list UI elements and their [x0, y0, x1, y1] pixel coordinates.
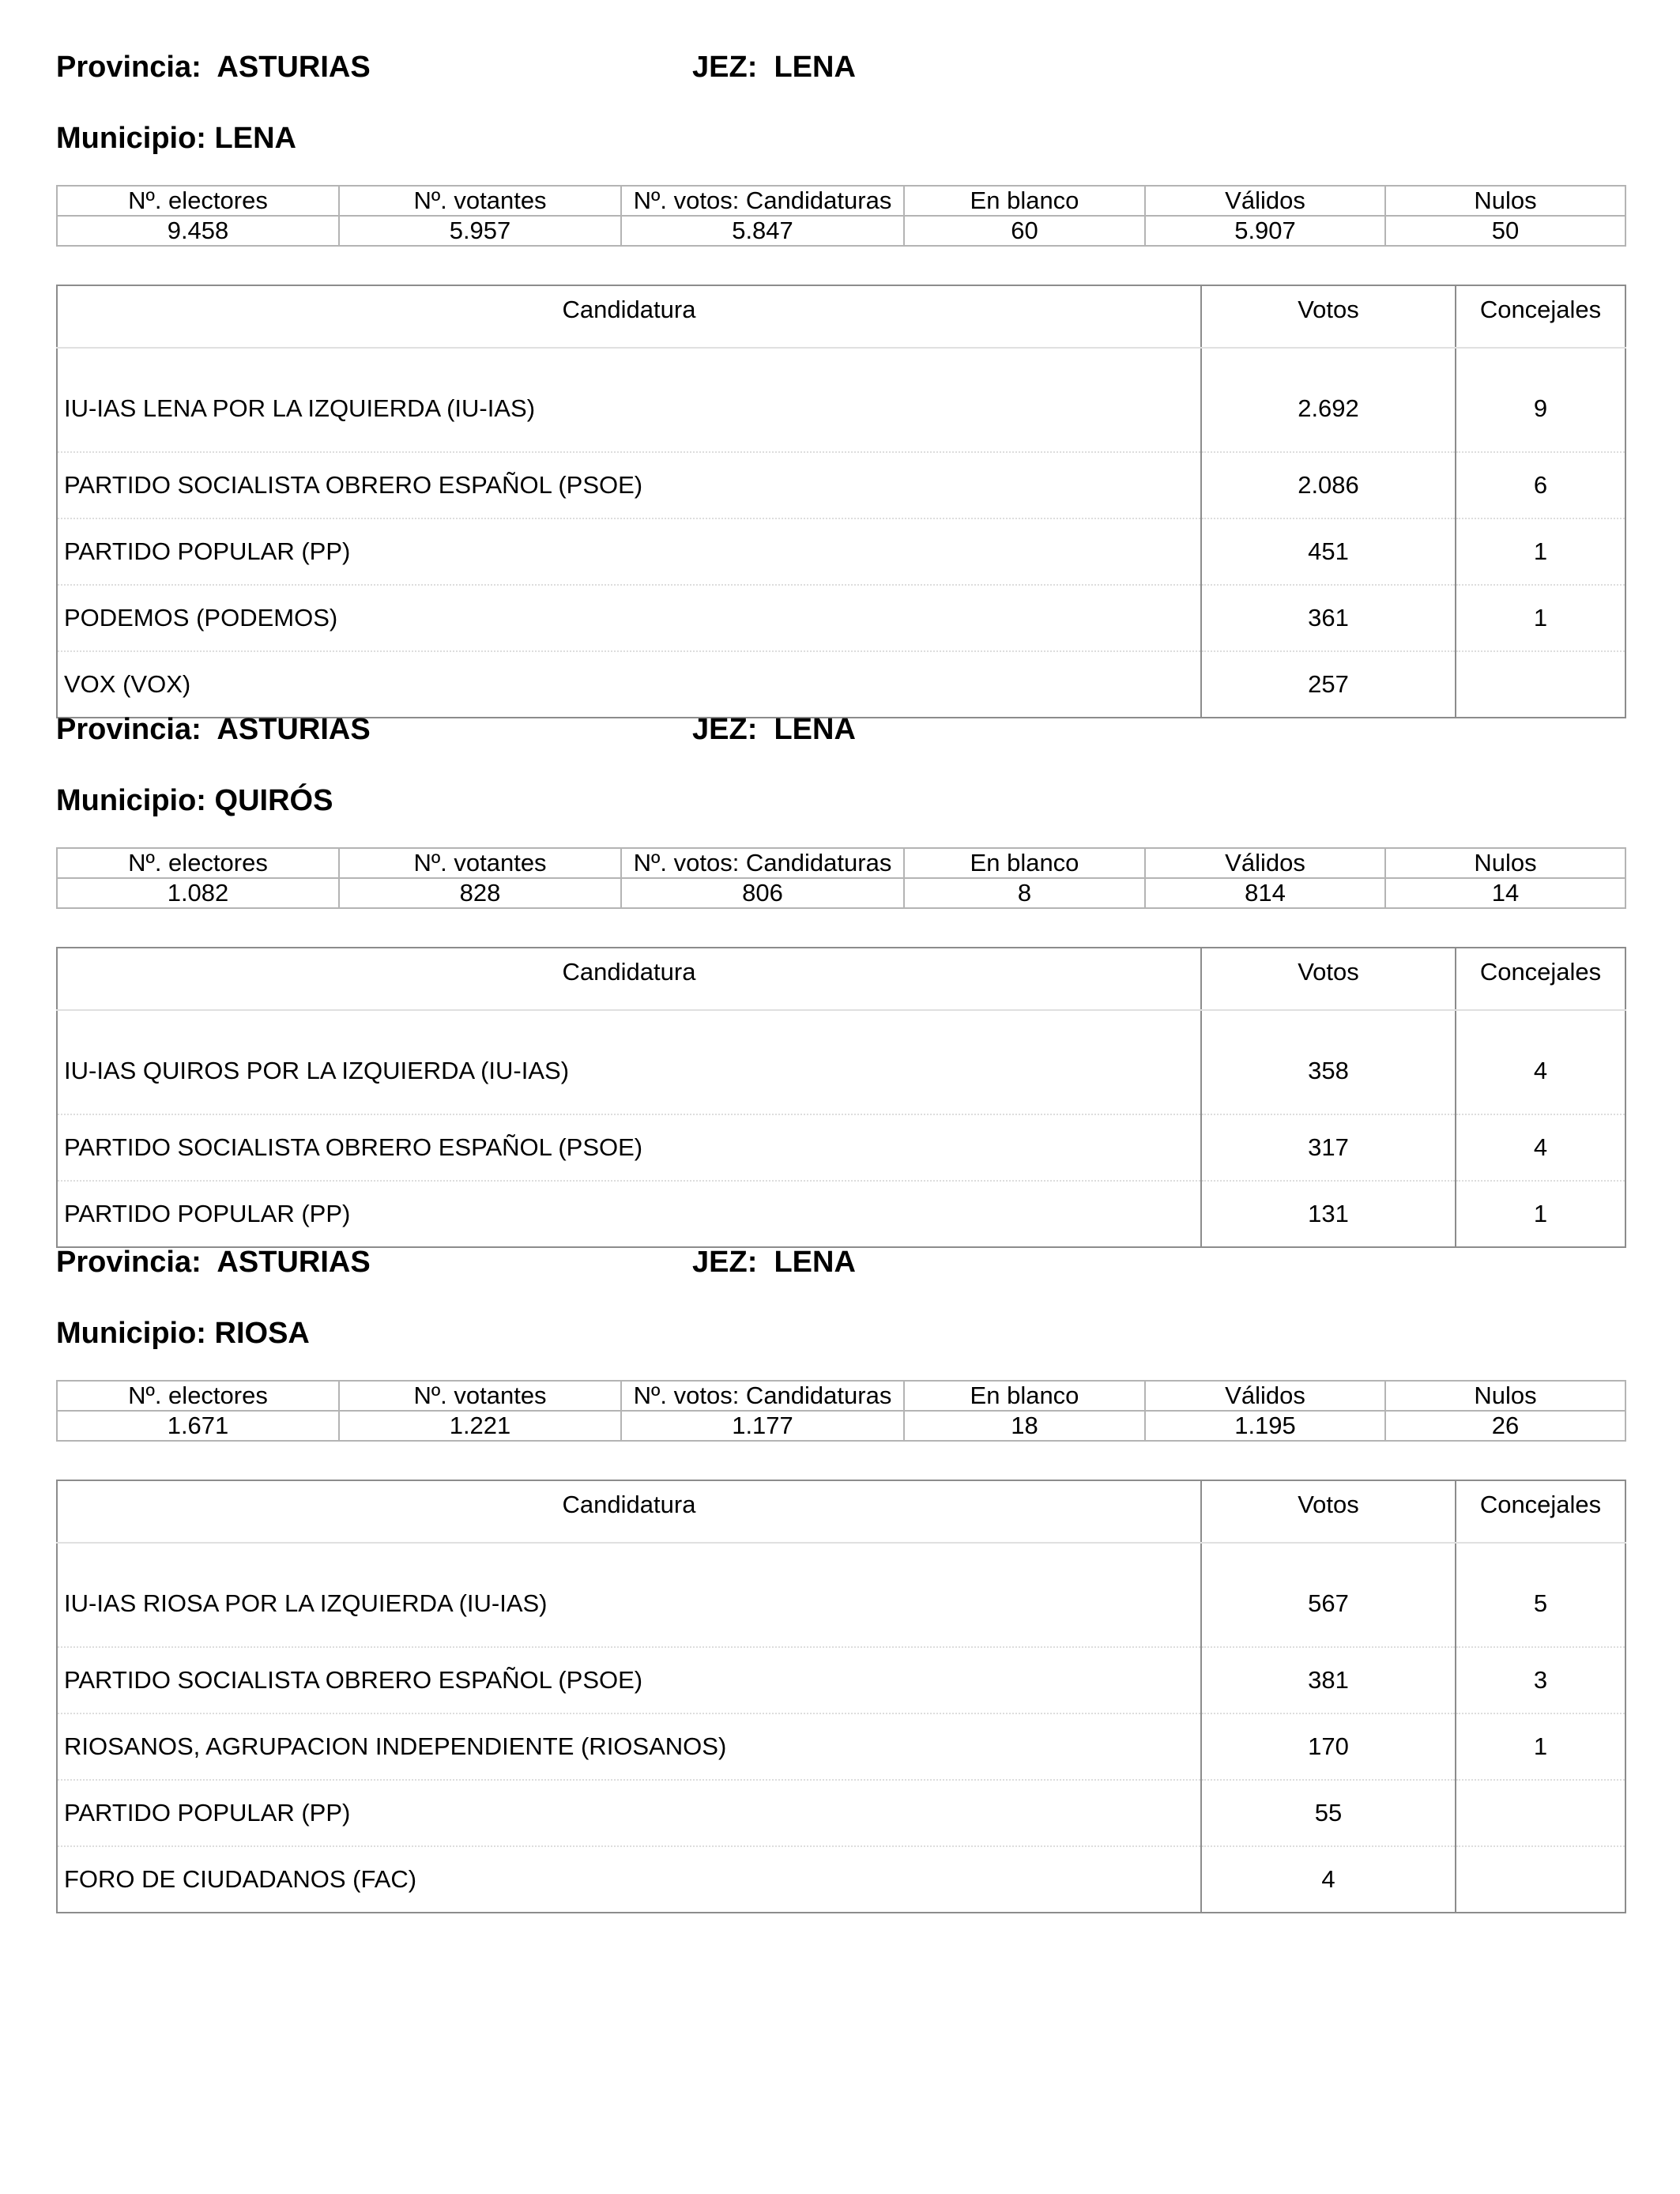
summary-value-validos: 5.907: [1145, 216, 1385, 246]
candidate-votos: 55: [1201, 1780, 1456, 1846]
municipio-heading: Municipio: RIOSA: [56, 1317, 310, 1350]
candidate-row: [57, 1780, 1625, 1846]
summary-header-en-blanco: En blanco: [904, 848, 1145, 878]
summary-header-validos: Válidos: [1145, 1381, 1385, 1411]
summary-header-row: [57, 848, 1625, 878]
header-votos: Votos: [1201, 1480, 1456, 1543]
summary-table: [56, 185, 1626, 247]
candidate-concejales: 1: [1456, 1713, 1625, 1780]
summary-header-votantes: Nº. votantes: [339, 186, 621, 216]
summary-header-nulos: Nulos: [1385, 186, 1625, 216]
candidates-table: [56, 285, 1626, 718]
municipio-heading: Municipio: QUIRÓS: [56, 784, 333, 817]
candidate-row: [57, 651, 1625, 718]
summary-value-en-blanco: 8: [904, 878, 1145, 908]
summary-value-row: [57, 216, 1625, 246]
candidate-votos: 2.692: [1201, 348, 1456, 452]
summary-table: [56, 1380, 1626, 1442]
summary-value-votantes: 1.221: [339, 1411, 621, 1441]
jez-heading: JEZ: LENA: [692, 51, 856, 84]
summary-header-validos: Válidos: [1145, 186, 1385, 216]
candidates-table: [56, 947, 1626, 1248]
candidate-concejales: 9: [1456, 348, 1625, 452]
candidate-name: IU-IAS QUIROS POR LA IZQUIERDA (IU-IAS): [57, 1010, 1201, 1114]
candidate-name: IU-IAS RIOSA POR LA IZQUIERDA (IU-IAS): [57, 1543, 1201, 1647]
summary-header-electores: Nº. electores: [57, 848, 339, 878]
candidate-row: [57, 348, 1625, 452]
summary-value-en-blanco: 60: [904, 216, 1145, 246]
summary-value-row: [57, 1411, 1625, 1441]
candidates-header-row: [57, 948, 1625, 1010]
header-concejales: Concejales: [1456, 1480, 1625, 1543]
summary-header-votos-candidaturas: Nº. votos: Candidaturas: [621, 1381, 904, 1411]
summary-header-row: [57, 186, 1625, 216]
summary-header-validos: Válidos: [1145, 848, 1385, 878]
summary-header-en-blanco: En blanco: [904, 1381, 1145, 1411]
candidate-votos: 131: [1201, 1181, 1456, 1247]
candidate-votos: 381: [1201, 1647, 1456, 1713]
summary-value-nulos: 14: [1385, 878, 1625, 908]
summary-value-nulos: 50: [1385, 216, 1625, 246]
candidate-votos: 4: [1201, 1846, 1456, 1913]
candidate-name: FORO DE CIUDADANOS (FAC): [57, 1846, 1201, 1913]
candidate-name: PARTIDO POPULAR (PP): [57, 518, 1201, 585]
candidate-name: RIOSANOS, AGRUPACION INDEPENDIENTE (RIOSANOS): [57, 1713, 1201, 1780]
municipio-heading: Municipio: LENA: [56, 122, 296, 155]
candidate-row: [57, 1010, 1625, 1114]
summary-value-electores: 9.458: [57, 216, 339, 246]
header-votos: Votos: [1201, 285, 1456, 348]
summary-header-votos-candidaturas: Nº. votos: Candidaturas: [621, 848, 904, 878]
jez-heading: JEZ: LENA: [692, 1246, 856, 1279]
header-candidatura: Candidatura: [57, 948, 1201, 1010]
candidate-row: [57, 1846, 1625, 1913]
candidates-header-row: [57, 1480, 1625, 1543]
header-concejales: Concejales: [1456, 285, 1625, 348]
provincia-heading: Provincia: ASTURIAS: [56, 51, 371, 84]
candidate-concejales: 6: [1456, 452, 1625, 518]
summary-value-nulos: 26: [1385, 1411, 1625, 1441]
summary-value-electores: 1.082: [57, 878, 339, 908]
candidate-row: [57, 518, 1625, 585]
summary-value-votos-candidaturas: 5.847: [621, 216, 904, 246]
candidate-concejales: 4: [1456, 1114, 1625, 1181]
candidate-votos: 170: [1201, 1713, 1456, 1780]
candidate-row: [57, 1114, 1625, 1181]
summary-value-row: [57, 878, 1625, 908]
provincia-heading: Provincia: ASTURIAS: [56, 713, 371, 746]
candidate-row: [57, 1543, 1625, 1647]
summary-value-electores: 1.671: [57, 1411, 339, 1441]
candidates-table: [56, 1480, 1626, 1913]
candidate-name: PARTIDO SOCIALISTA OBRERO ESPAÑOL (PSOE): [57, 1114, 1201, 1181]
summary-header-votantes: Nº. votantes: [339, 848, 621, 878]
candidate-name: VOX (VOX): [57, 651, 1201, 718]
candidate-name: PARTIDO SOCIALISTA OBRERO ESPAÑOL (PSOE): [57, 452, 1201, 518]
candidate-row: [57, 1713, 1625, 1780]
candidate-concejales: [1456, 1846, 1625, 1913]
summary-value-validos: 814: [1145, 878, 1385, 908]
summary-value-votos-candidaturas: 806: [621, 878, 904, 908]
summary-header-nulos: Nulos: [1385, 848, 1625, 878]
candidate-concejales: 5: [1456, 1543, 1625, 1647]
candidate-name: IU-IAS LENA POR LA IZQUIERDA (IU-IAS): [57, 348, 1201, 452]
candidate-concejales: [1456, 651, 1625, 718]
summary-value-votos-candidaturas: 1.177: [621, 1411, 904, 1441]
candidate-name: PODEMOS (PODEMOS): [57, 585, 1201, 651]
summary-value-votantes: 828: [339, 878, 621, 908]
summary-table: [56, 847, 1626, 909]
candidate-concejales: 3: [1456, 1647, 1625, 1713]
candidate-row: [57, 452, 1625, 518]
candidate-row: [57, 585, 1625, 651]
candidate-name: PARTIDO SOCIALISTA OBRERO ESPAÑOL (PSOE): [57, 1647, 1201, 1713]
candidate-row: [57, 1647, 1625, 1713]
summary-value-votantes: 5.957: [339, 216, 621, 246]
candidate-votos: 317: [1201, 1114, 1456, 1181]
header-votos: Votos: [1201, 948, 1456, 1010]
candidate-name: PARTIDO POPULAR (PP): [57, 1181, 1201, 1247]
candidate-votos: 358: [1201, 1010, 1456, 1114]
summary-value-en-blanco: 18: [904, 1411, 1145, 1441]
candidate-concejales: 1: [1456, 585, 1625, 651]
candidate-votos: 567: [1201, 1543, 1456, 1647]
summary-header-votos-candidaturas: Nº. votos: Candidaturas: [621, 186, 904, 216]
candidate-name: PARTIDO POPULAR (PP): [57, 1780, 1201, 1846]
candidate-votos: 451: [1201, 518, 1456, 585]
jez-heading: JEZ: LENA: [692, 713, 856, 746]
header-candidatura: Candidatura: [57, 285, 1201, 348]
summary-header-electores: Nº. electores: [57, 1381, 339, 1411]
summary-header-en-blanco: En blanco: [904, 186, 1145, 216]
candidate-concejales: 1: [1456, 518, 1625, 585]
candidate-votos: 2.086: [1201, 452, 1456, 518]
candidate-concejales: 1: [1533, 1200, 1548, 1227]
candidate-concejales: 4: [1456, 1010, 1625, 1114]
summary-header-nulos: Nulos: [1385, 1381, 1625, 1411]
candidate-votos: 257: [1201, 651, 1456, 718]
summary-header-electores: Nº. electores: [57, 186, 339, 216]
header-concejales: Concejales: [1456, 948, 1625, 1010]
summary-header-votantes: Nº. votantes: [339, 1381, 621, 1411]
summary-value-validos: 1.195: [1145, 1411, 1385, 1441]
candidate-votos: 361: [1201, 585, 1456, 651]
summary-header-row: [57, 1381, 1625, 1411]
header-candidatura: Candidatura: [57, 1480, 1201, 1543]
candidate-concejales: [1456, 1780, 1625, 1846]
candidate-row: [57, 1181, 1625, 1247]
provincia-heading: Provincia: ASTURIAS: [56, 1246, 371, 1279]
candidates-header-row: [57, 285, 1625, 348]
